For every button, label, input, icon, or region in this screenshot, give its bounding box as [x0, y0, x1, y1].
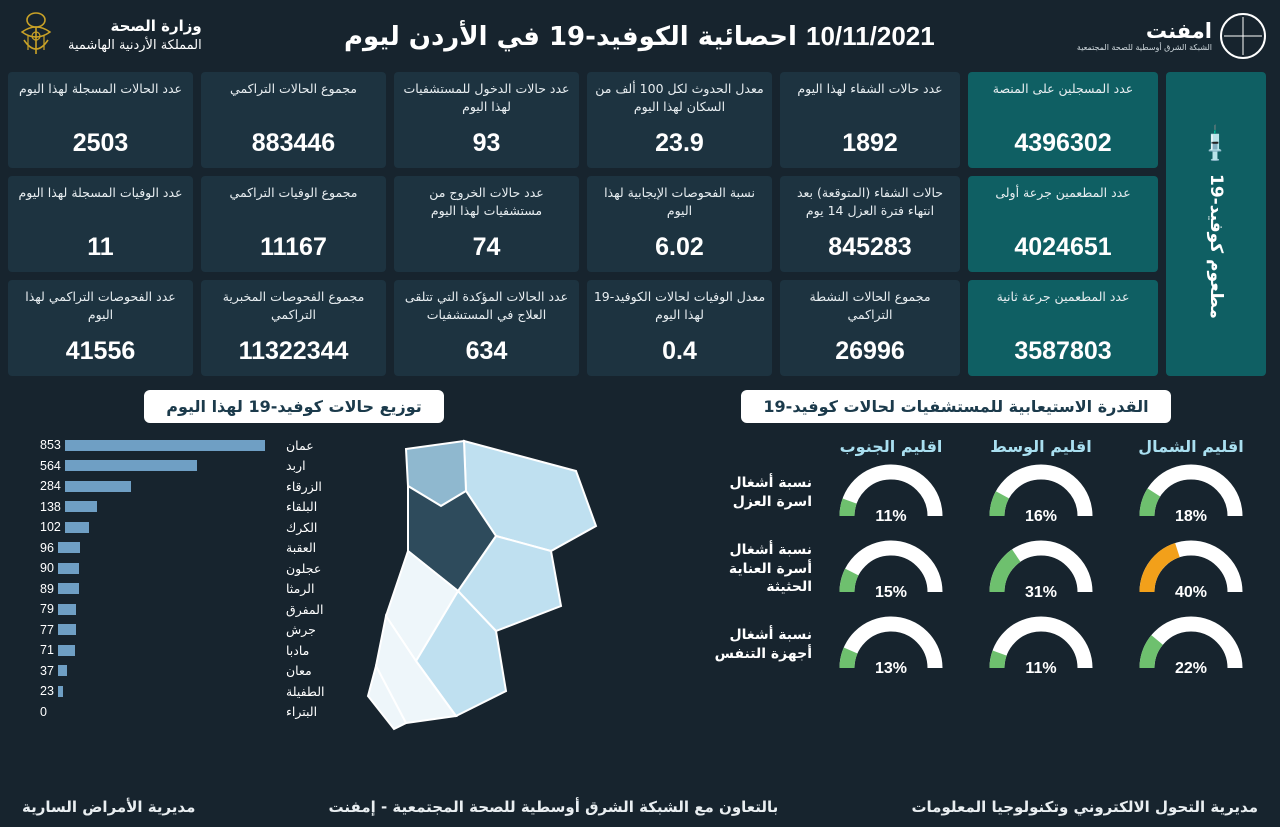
kpi-card	[8, 280, 193, 376]
gauge-row	[646, 610, 1266, 680]
bar-row	[40, 579, 340, 600]
gauge-col-center: اقليم الوسط	[990, 437, 1092, 456]
kpi-value: 23.9	[655, 129, 704, 157]
gauge-cell	[966, 534, 1116, 604]
kpi-label: عدد الوفيات المسجلة لهذا اليوم	[18, 185, 183, 200]
bar-fill	[65, 501, 97, 512]
gauge-row	[646, 458, 1266, 528]
gauge-value: 22%	[1174, 660, 1208, 677]
bar-row	[40, 517, 340, 538]
kpi-label: عدد حالات الخروج من مستشفيات لهذا اليوم	[429, 185, 544, 219]
bar-value: 96	[40, 540, 54, 555]
section-titles	[0, 376, 1280, 423]
kpi-card	[587, 280, 772, 376]
gauge-value: 18%	[1174, 508, 1208, 525]
bar-fill	[58, 686, 63, 697]
kpi-value: 93	[472, 129, 501, 157]
gauge-col-north: اقليم الشمال	[1138, 437, 1244, 456]
kpi-label: معدل الوفيات لحالات الكوفيد-19 لهذا اليوم	[593, 289, 766, 323]
kpi-value: 4396302	[1014, 129, 1112, 157]
bar-label: عمان	[286, 437, 314, 453]
report-title: احصائية الكوفيد-19 في الأردن ليوم	[343, 21, 797, 52]
bar-value: 23	[40, 684, 54, 699]
distribution-block	[36, 431, 636, 735]
gauge-value: 15%	[874, 584, 908, 601]
bar-value: 102	[40, 520, 61, 535]
kpi-card	[394, 176, 579, 272]
gauge	[829, 610, 953, 680]
kpi-value: 0.4	[662, 337, 697, 365]
page-footer	[0, 787, 1280, 827]
kpi-label: عدد المسجلين على المنصة	[992, 81, 1134, 96]
kpi-label: عدد حالات الشفاء لهذا اليوم	[797, 81, 943, 96]
kpi-value: 883446	[251, 129, 336, 157]
gauge-cell	[816, 534, 966, 604]
kpi-value: 3587803	[1014, 337, 1112, 365]
kpi-card	[8, 176, 193, 272]
kpi-card	[394, 280, 579, 376]
bar-label: معان	[286, 663, 312, 679]
gauge	[829, 534, 953, 604]
gauge-cell	[966, 610, 1116, 680]
bar-value: 564	[40, 458, 61, 473]
kpi-value: 41556	[65, 337, 136, 365]
gauge-cell	[1116, 610, 1266, 680]
gauge-value: 11%	[875, 508, 907, 525]
bar-label: الرمثا	[286, 581, 315, 597]
jordan-map	[346, 431, 636, 735]
bar-track	[40, 684, 282, 698]
globe-icon	[1220, 13, 1266, 59]
emphnet-title: امفنت	[1145, 19, 1212, 44]
kpi-card	[780, 176, 960, 272]
kpi-value: 11167	[260, 233, 327, 261]
kpi-card	[780, 72, 960, 168]
bar-fill	[65, 440, 265, 451]
gauge-cell	[1116, 458, 1266, 528]
kingdom-name: المملكة الأردنية الهاشمية	[68, 38, 202, 54]
kpi-label: مجموع الحالات النشطة التراكمي	[809, 289, 931, 323]
footer-left: مديرية التحول الالكتروني وتكنولوجيا المعلومات	[911, 798, 1258, 816]
bar-track	[40, 561, 282, 575]
syringe-icon: 💉	[1193, 122, 1239, 167]
bar-track	[40, 459, 282, 473]
gauge-row-label: نسبة أشغال اسرة العزل	[729, 475, 812, 510]
gauge-column-headers	[646, 437, 1266, 456]
kpi-label: مجموع الحالات التراكمي	[230, 81, 357, 96]
governorate-bar-chart	[40, 431, 340, 735]
bar-fill	[65, 522, 89, 533]
bar-track	[40, 520, 282, 534]
gauge-value: 16%	[1024, 508, 1058, 525]
gauge	[979, 458, 1103, 528]
gauge-cell	[816, 458, 966, 528]
kpi-card	[8, 72, 193, 168]
bar-row	[40, 476, 340, 497]
gauge	[979, 534, 1103, 604]
footer-center: بالتعاون مع الشبكة الشرق أوسطية للصحة المجتمعية - إمفنت	[328, 798, 779, 816]
kpi-card	[201, 280, 386, 376]
gauge	[979, 610, 1103, 680]
bar-row	[40, 599, 340, 620]
bar-fill	[65, 481, 132, 492]
kpi-value: 845283	[828, 233, 912, 261]
bar-track	[40, 582, 282, 596]
bar-track	[40, 541, 282, 555]
gauge	[1129, 610, 1253, 680]
bar-row	[40, 681, 340, 702]
bar-track	[40, 438, 282, 452]
bar-row	[40, 497, 340, 518]
kpi-label: معدل الحدوث لكل 100 ألف من السكان لهذا اليوم	[595, 81, 764, 115]
bar-value: 71	[40, 643, 54, 658]
kpi-section	[0, 72, 1280, 376]
crest-icon	[14, 10, 58, 62]
bar-label: البلقاء	[286, 499, 318, 515]
footer-right: مديرية الأمراض السارية	[22, 798, 196, 816]
bar-label: المفرق	[286, 601, 324, 617]
kpi-value: 26996	[835, 337, 905, 365]
kpi-card	[968, 72, 1158, 168]
kpi-grid	[14, 72, 1266, 376]
bar-track	[40, 623, 282, 637]
bar-label: مادبا	[286, 642, 310, 658]
kpi-label: نسبة الفحوصات الإيجابية لهذا اليوم	[604, 185, 755, 219]
ministry-logo	[14, 10, 202, 62]
emphnet-subtitle: الشبكة الشرق أوسطية للصحة المجتمعية	[1076, 43, 1212, 53]
bar-track	[40, 664, 282, 678]
gauge-cell	[966, 458, 1116, 528]
bar-track	[40, 643, 282, 657]
bar-label: اربد	[286, 458, 306, 474]
bar-value: 90	[40, 561, 54, 576]
distribution-section-title: توزيع حالات كوفيد-19 لهذا اليوم	[144, 390, 444, 423]
kpi-card	[968, 176, 1158, 272]
kpi-card	[587, 176, 772, 272]
emphnet-logo	[1077, 13, 1266, 59]
gauge	[1129, 458, 1253, 528]
bar-fill	[58, 583, 79, 594]
bar-label: البتراء	[286, 704, 318, 720]
bar-track	[40, 479, 282, 493]
bar-label: الزرقاء	[286, 478, 322, 494]
bar-value: 0	[40, 704, 47, 719]
page-title	[202, 21, 1077, 52]
kpi-label: عدد الفحوصات التراكمي لهذا اليوم	[25, 289, 176, 323]
bar-label: جرش	[286, 622, 316, 638]
kpi-label: عدد حالات الدخول للمستشفيات لهذا اليوم	[403, 81, 570, 115]
kpi-label: مجموع الوفيات التراكمي	[229, 185, 358, 200]
gauge	[1129, 534, 1253, 604]
bar-value: 89	[40, 581, 54, 596]
lower-section	[0, 423, 1280, 735]
gauge-cell	[816, 610, 966, 680]
kpi-value: 11322344	[238, 337, 349, 365]
kpi-value: 74	[472, 233, 501, 261]
gauge-col-south: اقليم الجنوب	[839, 437, 943, 456]
kpi-card	[201, 72, 386, 168]
kpi-label: عدد المطعمين جرعة ثانية	[996, 289, 1130, 304]
gauge-cell	[1116, 534, 1266, 604]
capacity-gauges	[646, 431, 1266, 735]
bar-value: 77	[40, 622, 54, 637]
kpi-card	[394, 72, 579, 168]
bar-value: 138	[40, 499, 61, 514]
bar-row	[40, 435, 340, 456]
gauge-value: 31%	[1024, 584, 1058, 601]
kpi-value: 634	[465, 337, 508, 365]
bar-row	[40, 620, 340, 641]
gauge-value: 40%	[1174, 584, 1208, 601]
gauge	[829, 458, 953, 528]
kpi-label: عدد المطعمين جرعة أولى	[995, 185, 1131, 200]
bar-fill	[58, 645, 75, 656]
bar-fill	[65, 460, 197, 471]
kpi-card	[201, 176, 386, 272]
bar-label: الكرك	[286, 519, 318, 535]
kpi-label: عدد الحالات المسجلة لهذا اليوم	[19, 81, 182, 96]
bar-fill	[58, 665, 67, 676]
bar-label: الطفيلة	[286, 683, 325, 699]
kpi-label: عدد الحالات المؤكدة التي تتلقى العلاج في المستشفيات	[404, 289, 569, 323]
bar-value: 37	[40, 663, 54, 678]
kpi-value: 11	[87, 233, 114, 261]
kpi-label: مجموع الفحوصات المخبرية التراكمي	[222, 289, 365, 323]
bar-track	[40, 500, 282, 514]
bar-row	[40, 558, 340, 579]
gauge-row	[646, 534, 1266, 604]
report-date: 10/11/2021	[806, 20, 935, 51]
bar-fill	[58, 624, 76, 635]
bar-value: 79	[40, 602, 54, 617]
bar-track	[40, 602, 282, 616]
bar-value: 284	[40, 479, 61, 494]
kpi-value: 6.02	[655, 233, 704, 261]
kpi-value: 2503	[72, 129, 129, 157]
kpi-value: 1892	[842, 129, 898, 157]
kpi-value: 4024651	[1014, 233, 1112, 261]
vaccine-side-label	[1166, 72, 1266, 376]
ministry-name: وزارة الصحة	[110, 17, 202, 36]
gauge-value: 13%	[874, 660, 908, 677]
kpi-card	[968, 280, 1158, 376]
capacity-section-title: القدرة الاستيعابية للمستشفيات لحالات كوفيد-19	[741, 390, 1170, 423]
gauge-row-label: نسبة أشغال أجهزة التنفس	[714, 627, 812, 662]
kpi-label: حالات الشفاء (المتوقعة) بعد انتهاء فترة العزل 14 يوم	[796, 185, 944, 219]
bar-row	[40, 640, 340, 661]
kpi-card	[780, 280, 960, 376]
bar-track	[40, 705, 282, 719]
bar-label: العقبة	[286, 540, 317, 556]
gauge-row-label: نسبة أشغال أسرة العناية الحثيثة	[728, 541, 812, 596]
kpi-card	[587, 72, 772, 168]
bar-row	[40, 538, 340, 559]
bar-row	[40, 661, 340, 682]
bar-label: عجلون	[286, 560, 322, 576]
bar-value: 853	[40, 438, 61, 453]
gauge-value: 11%	[1025, 660, 1057, 677]
page-header	[0, 0, 1280, 72]
bar-row	[40, 456, 340, 477]
bar-fill	[58, 542, 81, 553]
bar-fill	[58, 563, 79, 574]
vaccine-label-text: مطعوم كوفيد-19	[1206, 173, 1226, 319]
bar-fill	[58, 604, 77, 615]
bar-row	[40, 702, 340, 723]
